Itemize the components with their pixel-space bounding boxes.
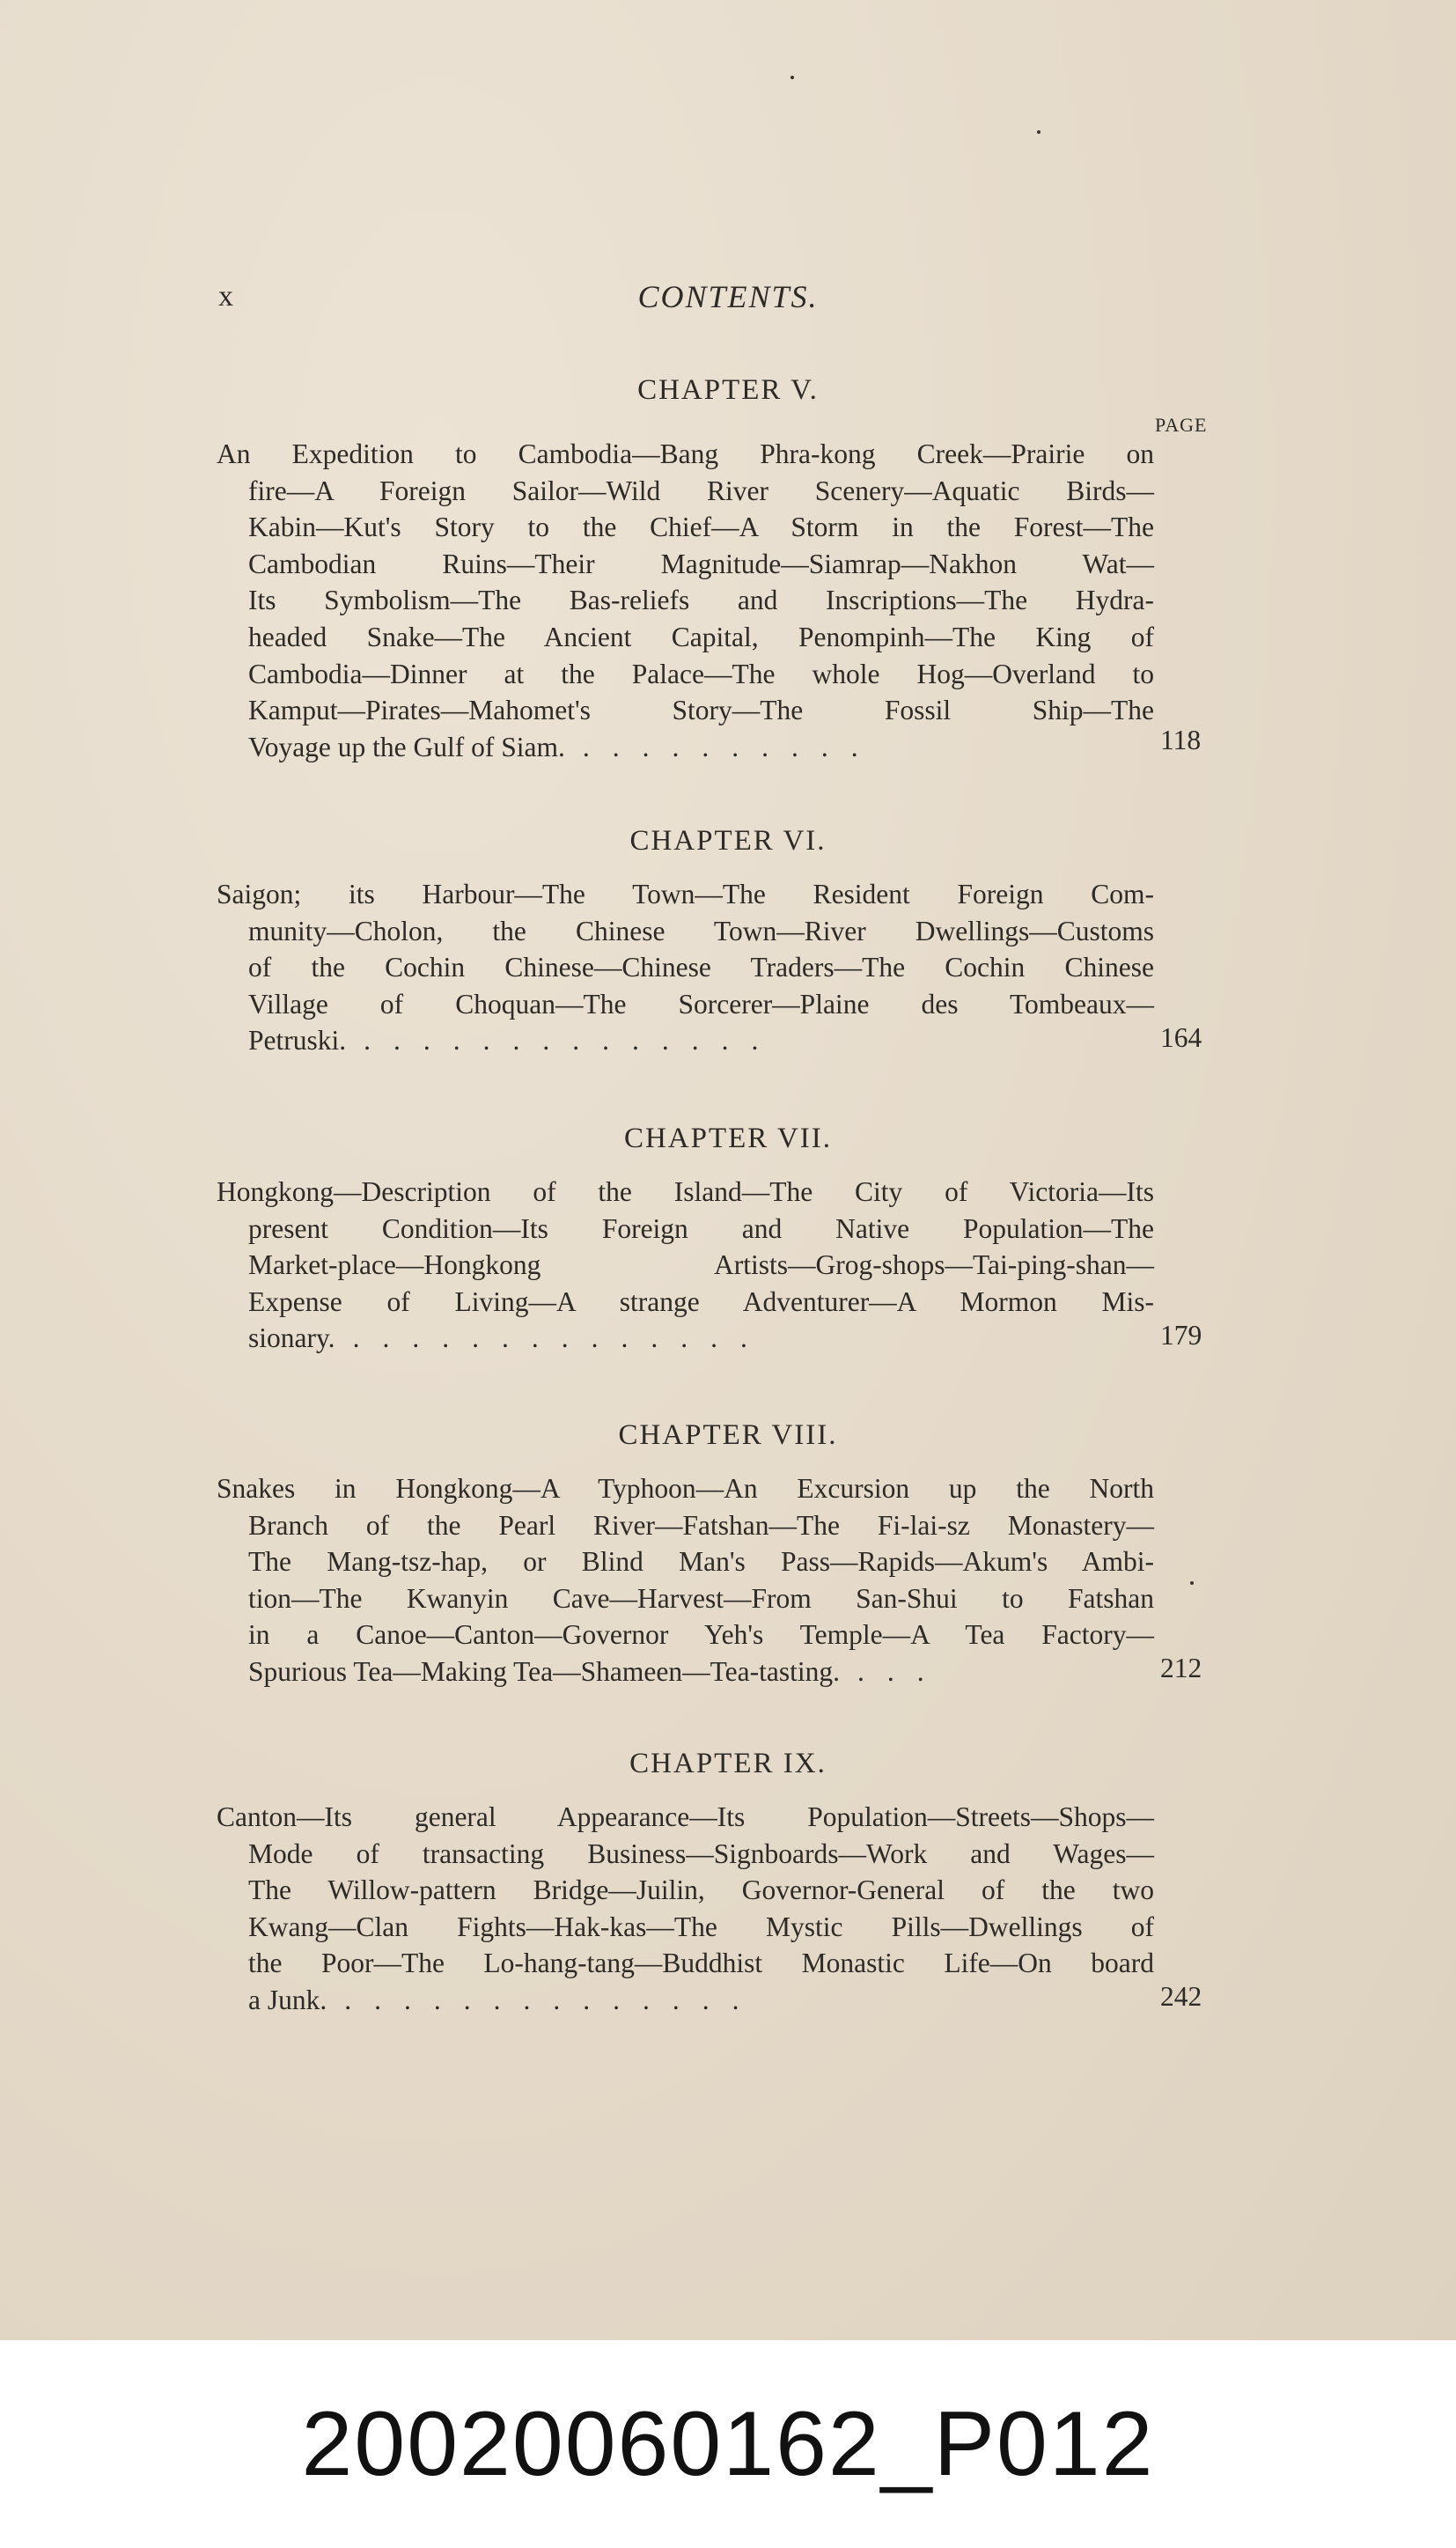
page-column-label: PAGE — [1155, 414, 1208, 436]
chapter-summary — [217, 1470, 1154, 1690]
image-caption: 20020060162_P012 — [0, 2340, 1456, 2548]
page-number: 212 — [1160, 1653, 1202, 1683]
summary-line: Kamput—Pirates—Mahomet's Story—The Fossil Ship—The — [248, 695, 1154, 726]
chapter-title: CHAPTER VIII. — [618, 1419, 838, 1451]
summary-last-line: Petruski. — [248, 1025, 347, 1057]
summary-line: Market-place—Hongkong Artists—Grog-shops—Tai-ping-shan— — [248, 1249, 1154, 1281]
dot-leader: .............. — [364, 1025, 782, 1057]
summary-line: fire—A Foreign Sailor—Wild River Scenery—Aquatic Birds— — [248, 475, 1154, 506]
paper-speck — [791, 76, 794, 79]
summary-line: of the Cochin Chinese—Chinese Traders—The Cochin Chinese — [248, 952, 1154, 983]
summary-line: munity—Cholon, the Chinese Town—River Dwellings—Customs — [248, 915, 1154, 946]
summary-line: Its Symbolism—The Bas-reliefs and Inscriptions—The Hydra- — [248, 585, 1154, 616]
chapter-title: CHAPTER VII. — [623, 1123, 833, 1154]
summary-line: Branch of the Pearl River—Fatshan—The Fi-lai-sz Monastery— — [248, 1509, 1154, 1541]
chapter-summary — [217, 436, 1154, 765]
summary-line: Kwang—Clan Fights—Hak-kas—The Mystic Pills—Dwellings of — [248, 1911, 1154, 1942]
page-number: 242 — [1160, 1981, 1202, 2012]
chapter-title: CHAPTER IX. — [629, 1748, 827, 1779]
running-head: CONTENTS. — [637, 279, 819, 314]
summary-line: An Expedition to Cambodia—Bang Phra-kong Creek—Prairie on — [217, 438, 1154, 469]
page-numeral: x — [218, 280, 233, 313]
dot-leader: .......... — [582, 731, 881, 762]
summary-line: Cambodian Ruins—Their Magnitude—Siamrap—Nakhon Wat— — [248, 548, 1154, 579]
summary-line: the Poor—The Lo-hang-tang—Buddhist Monastic Life—On board — [248, 1948, 1154, 1979]
chapter-summary — [217, 1174, 1154, 1357]
summary-line: in a Canoe—Canton—Governor Yeh's Temple—A Tea Factory— — [248, 1619, 1154, 1651]
summary-line: present Condition—Its Foreign and Native Population—The — [248, 1212, 1154, 1244]
paper-speck — [1190, 1581, 1194, 1585]
summary-last-line: Spurious Tea—Making Tea—Shameen—Tea-tasting. — [248, 1655, 840, 1687]
summary-line: tion—The Kwanyin Cave—Harvest—From San-Shui to Fatshan — [248, 1582, 1154, 1614]
page-number: 164 — [1160, 1022, 1202, 1053]
summary-line: Snakes in Hongkong—A Typhoon—An Excursion up the North — [217, 1473, 1154, 1504]
summary-line: Cambodia—Dinner at the Palace—The whole Hog—Overland to — [248, 658, 1154, 689]
summary-line: Hongkong—Description of the Island—The City of Victoria—Its — [217, 1176, 1154, 1207]
summary-line: The Mang-tsz-hap, or Blind Man's Pass—Rapids—Akum's Ambi- — [248, 1546, 1154, 1578]
dot-leader: ... — [857, 1655, 947, 1687]
summary-line: Mode of transacting Business—Signboards—Work and Wages— — [248, 1837, 1154, 1869]
chapter-title: CHAPTER V. — [637, 374, 819, 406]
summary-line: Kabin—Kut's Story to the Chief—A Storm in the Forest—The — [248, 512, 1154, 543]
chapter-summary — [217, 1799, 1154, 2019]
summary-line: Expense of Living—A strange Adventurer—A Mormon Mis- — [248, 1285, 1154, 1317]
page-number: 179 — [1160, 1320, 1202, 1351]
dot-leader: .............. — [352, 1322, 770, 1354]
summary-last-line: sionary. — [248, 1322, 335, 1354]
summary-last-line: a Junk. — [248, 1984, 327, 2015]
summary-line: Saigon; its Harbour—The Town—The Resident Foreign Com- — [217, 879, 1154, 909]
summary-last-line: Voyage up the Gulf of Siam. — [248, 731, 565, 762]
dot-leader: .............. — [344, 1984, 762, 2015]
chapter-summary — [217, 876, 1154, 1059]
page-number: 118 — [1160, 725, 1202, 755]
summary-line: Canton—Its general Appearance—Its Population—Streets—Shops— — [217, 1801, 1154, 1832]
paper-speck — [1037, 130, 1041, 134]
summary-line: Village of Choquan—The Sorcerer—Plaine des Tombeaux— — [248, 988, 1154, 1020]
summary-line: The Willow-pattern Bridge—Juilin, Governor-General of the two — [248, 1874, 1154, 1906]
summary-line: headed Snake—The Ancient Capital, Penompinh—The King of — [248, 621, 1154, 652]
chapter-title: CHAPTER VI. — [629, 825, 827, 857]
